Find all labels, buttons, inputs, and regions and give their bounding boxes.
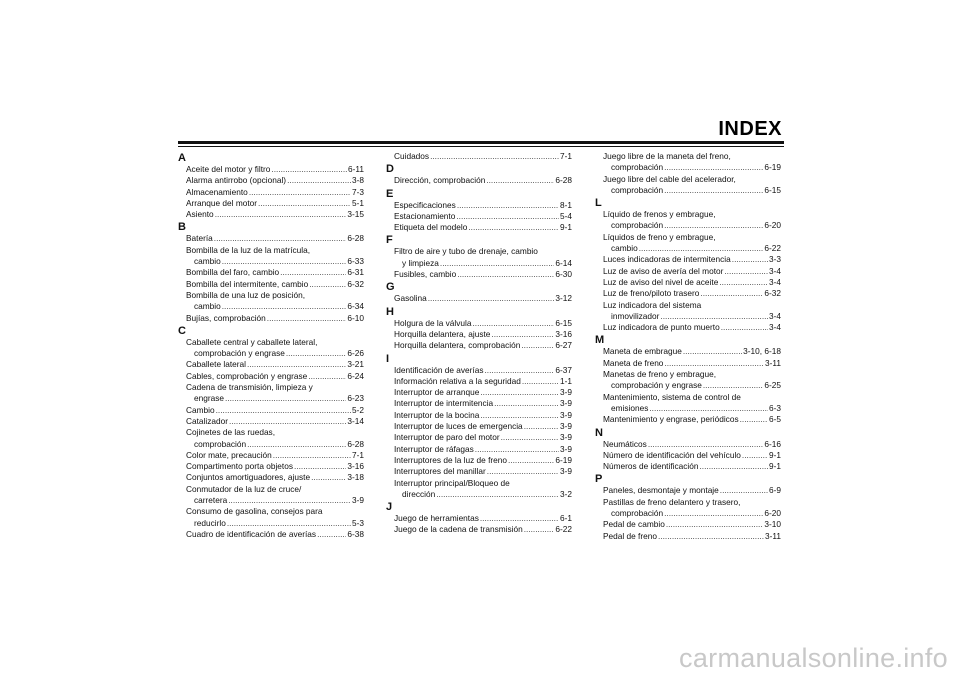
- index-entry[interactable]: Maneta de freno ..... 3-11: [595, 358, 781, 369]
- index-entry-line: Cojinetes de las ruedas,: [186, 427, 276, 438]
- page-title: INDEX: [718, 118, 782, 140]
- index-entry[interactable]: comprobación ..... 6-20: [595, 220, 781, 231]
- index-letter-g: G: [386, 281, 395, 294]
- index-entry[interactable]: Interruptor de paro del motor ..... 3-9: [386, 432, 572, 443]
- index-entry[interactable]: Interruptor de la bocina ..... 3-9: [386, 410, 572, 421]
- index-entry[interactable]: Interruptor de intermitencia ..... 3-9: [386, 398, 572, 409]
- index-entry[interactable]: Conjuntos amortiguadores, ajuste ..... 3-18: [178, 472, 364, 483]
- index-entry[interactable]: carretera ..... 3-9: [178, 495, 364, 506]
- index-entry[interactable]: Luz indicadora de punto muerto ..... 3-4: [595, 322, 781, 333]
- index-entry[interactable]: comprobación ..... 6-19: [595, 162, 781, 173]
- index-entry[interactable]: Interruptores de la luz de freno ..... 6-19: [386, 455, 572, 466]
- index-entry[interactable]: comprobación ..... 6-20: [595, 508, 781, 519]
- index-entry[interactable]: Estacionamiento ..... 5-4: [386, 211, 572, 222]
- index-entry[interactable]: Batería ..... 6-28: [178, 233, 364, 244]
- index-letter-c: C: [178, 324, 186, 337]
- index-entry[interactable]: comprobación ..... 6-15: [595, 185, 781, 196]
- index-entry[interactable]: Fusibles, cambio ..... 6-30: [386, 269, 572, 280]
- index-letter-e: E: [386, 187, 394, 200]
- index-entry[interactable]: Dirección, comprobación ..... 6-28: [386, 175, 572, 186]
- index-entry[interactable]: Pedal de freno ..... 3-11: [595, 531, 781, 542]
- index-entry[interactable]: Mantenimiento y engrase, periódicos ..... 6-5: [595, 414, 781, 425]
- index-letter-h: H: [386, 305, 394, 318]
- index-entry[interactable]: Interruptor de ráfagas ..... 3-9: [386, 444, 572, 455]
- index-entry[interactable]: Etiqueta del modelo ..... 9-1: [386, 222, 572, 233]
- index-letter-b: B: [178, 221, 186, 234]
- index-entry-line: Bombilla de la luz de la matrícula,: [186, 244, 311, 255]
- index-entry[interactable]: Neumáticos ..... 6-16: [595, 439, 781, 450]
- index-entry[interactable]: cambio ..... 6-22: [595, 243, 781, 254]
- index-column-2: [386, 151, 572, 536]
- index-entry-line: Juego libre del cable del acelerador,: [603, 173, 736, 184]
- index-entry[interactable]: Luz de freno/piloto trasero ..... 6-32: [595, 288, 781, 299]
- index-entry[interactable]: comprobación y engrase ..... 6-26: [178, 348, 364, 359]
- title-rule: [178, 141, 784, 144]
- index-column-3: [595, 151, 781, 542]
- index-entry-line: Líquidos de freno y embrague,: [603, 231, 716, 242]
- index-entry-line: Caballete central y caballete lateral,: [186, 336, 318, 347]
- index-entry-line: Conmutador de la luz de cruce/: [186, 483, 302, 494]
- index-entry[interactable]: Horquilla delantera, ajuste ..... 3-16: [386, 329, 572, 340]
- index-entry[interactable]: Juego de la cadena de transmisión ..... 6-22: [386, 524, 572, 535]
- index-entry[interactable]: Luz de aviso del nivel de aceite ..... 3-4: [595, 277, 781, 288]
- watermark[interactable]: carmanualsonline.info: [679, 643, 948, 673]
- index-entry[interactable]: Compartimento porta objetos ..... 3-16: [178, 461, 364, 472]
- index-entry[interactable]: Maneta de embrague ..... 3-10, 6-18: [595, 346, 781, 357]
- index-entry[interactable]: reducirlo ..... 5-3: [178, 518, 364, 529]
- index-entry-line: Bombilla de una luz de posición,: [186, 289, 305, 300]
- index-column-1: [178, 151, 364, 540]
- index-letter-m: M: [595, 334, 605, 347]
- index-entry[interactable]: engrase ..... 6-23: [178, 393, 364, 404]
- index-entry[interactable]: Catalizador ..... 3-14: [178, 416, 364, 427]
- index-letter-p: P: [595, 473, 603, 486]
- index-letter-l: L: [595, 197, 602, 210]
- index-entry[interactable]: Bombilla del faro, cambio ..... 6-31: [178, 267, 364, 278]
- index-entry-line: Juego libre de la maneta del freno,: [603, 151, 731, 161]
- index-entry[interactable]: Cambio ..... 5-2: [178, 405, 364, 416]
- index-entry-line: Luz indicadora del sistema: [603, 299, 702, 310]
- index-entry-line: Filtro de aire y tubo de drenaje, cambio: [394, 246, 538, 257]
- index-entry[interactable]: Pedal de cambio ..... 3-10: [595, 519, 781, 530]
- index-entry[interactable]: cambio ..... 6-34: [178, 301, 364, 312]
- index-entry[interactable]: Interruptor de arranque ..... 3-9: [386, 387, 572, 398]
- index-letter-f: F: [386, 234, 393, 247]
- index-letter-n: N: [595, 426, 603, 439]
- index-entry[interactable]: Juego de herramientas ..... 6-1: [386, 513, 572, 524]
- index-entry[interactable]: inmovilizador ..... 3-4: [595, 311, 781, 322]
- index-entry[interactable]: emisiones ..... 6-3: [595, 403, 781, 414]
- index-entry-line: Consumo de gasolina, consejos para: [186, 506, 323, 517]
- index-entry[interactable]: Luz de aviso de avería del motor ..... 3-4: [595, 266, 781, 277]
- index-entry[interactable]: Almacenamiento ..... 7-3: [178, 187, 364, 198]
- index-entry[interactable]: Números de identificación ..... 9-1: [595, 461, 781, 472]
- index-entry[interactable]: Paneles, desmontaje y montaje ..... 6-9: [595, 485, 781, 496]
- title-rule-thin: [178, 146, 784, 147]
- index-entry[interactable]: Holgura de la válvula ..... 6-15: [386, 318, 572, 329]
- index-entry-line: Mantenimiento, sistema de control de: [603, 391, 741, 402]
- index-entry[interactable]: Cables, comprobación y engrase ..... 6-24: [178, 371, 364, 382]
- index-letter-j: J: [386, 501, 393, 514]
- index-entry-line: Interruptor principal/Bloqueo de: [394, 477, 510, 488]
- index-entry-line: Manetas de freno y embrague,: [603, 369, 716, 380]
- index-entry[interactable]: dirección ..... 3-2: [386, 489, 572, 500]
- index-entry[interactable]: Gasolina ..... 3-12: [386, 293, 572, 304]
- index-entry[interactable]: y limpieza ..... 6-14: [386, 258, 572, 269]
- index-entry[interactable]: Bombilla del intermitente, cambio ..... 6-32: [178, 279, 364, 290]
- index-entry-line: Pastillas de freno delantero y trasero,: [603, 496, 741, 507]
- index-entry[interactable]: Arranque del motor ..... 5-1: [178, 198, 364, 209]
- index-entry[interactable]: Interruptores del manillar ..... 3-9: [386, 466, 572, 477]
- index-entry[interactable]: Color mate, precaución ..... 7-1: [178, 450, 364, 461]
- index-entry[interactable]: Identificación de averías ..... 6-37: [386, 365, 572, 376]
- index-entry[interactable]: Número de identificación del vehículo ..... 9-1: [595, 450, 781, 461]
- index-entry[interactable]: Horquilla delantera, comprobación ..... 6-27: [386, 340, 572, 351]
- index-letter-d: D: [386, 163, 394, 176]
- index-entry[interactable]: Información relativa a la seguridad ..... 1-1: [386, 376, 572, 387]
- index-letter-i: I: [386, 352, 390, 365]
- index-entry[interactable]: Interruptor de luces de emergencia ..... 3-9: [386, 421, 572, 432]
- index-entry[interactable]: Aceite del motor y filtro ..... 6-11: [178, 164, 364, 175]
- index-entry[interactable]: Bujías, comprobación ..... 6-10: [178, 313, 364, 324]
- index-entry[interactable]: Cuadro de identificación de averías ..... 6-38: [178, 529, 364, 540]
- index-entry[interactable]: comprobación ..... 6-28: [178, 439, 364, 450]
- index-entry-line: Cadena de transmisión, limpieza y: [186, 382, 313, 393]
- index-entry[interactable]: Cuidados ..... 7-1: [386, 151, 572, 162]
- index-entry[interactable]: comprobación y engrase ..... 6-25: [595, 380, 781, 391]
- index-entry[interactable]: Alarma antirrobo (opcional) ..... 3-8: [178, 175, 364, 186]
- index-entry[interactable]: cambio ..... 6-33: [178, 256, 364, 267]
- index-entry[interactable]: Asiento ..... 3-15: [178, 209, 364, 220]
- index-entry[interactable]: Especificaciones ..... 8-1: [386, 200, 572, 211]
- index-letter-a: A: [178, 152, 186, 164]
- index-entry[interactable]: Caballete lateral ..... 3-21: [178, 359, 364, 370]
- index-entry[interactable]: Luces indicadoras de intermitencia ..... 3-3: [595, 254, 781, 265]
- index-entry-line: Líquido de frenos y embrague,: [603, 209, 716, 220]
